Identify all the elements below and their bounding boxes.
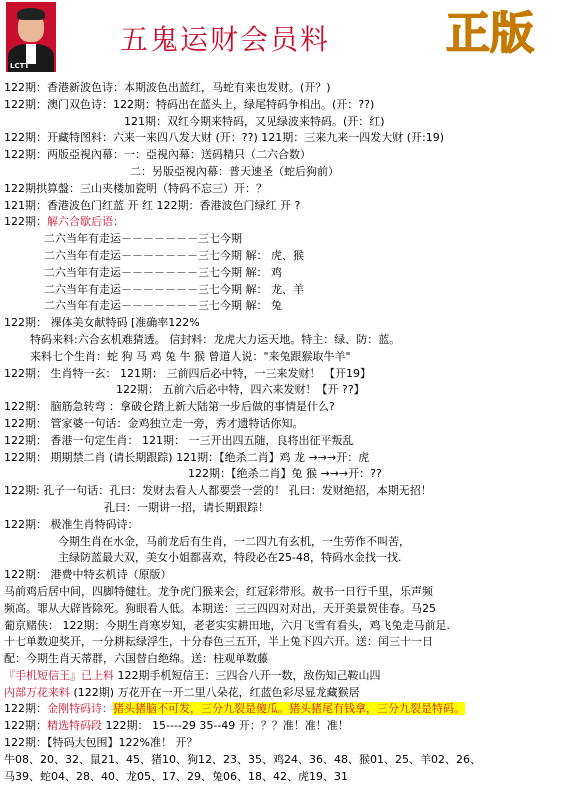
line-prefix: 122期： (4, 702, 47, 716)
forecast-line (4, 668, 564, 685)
highlight-text: 猪头猪尾有钱拿，三分九裂是特码。 (289, 702, 465, 716)
forecast-line: 122期：【绝杀二肖】兔 猴 →→→开：?? (188, 467, 382, 481)
forecast-line: 122期： 极准生肖特码诗： (4, 517, 139, 531)
forecast-line (4, 718, 564, 735)
line-prefix: 122期： (4, 215, 47, 229)
forecast-line: 121期：香港波色门红蓝 开 红 122期：香港波色门绿红 开 ? (4, 198, 301, 212)
forecast-line: 频高。罪从大辟皆除死。狗眼看人低。本期送：三三四四对对出，天开美景贺佳春。马25 (4, 601, 436, 615)
portrait-photo (6, 2, 56, 72)
page-header (0, 0, 566, 78)
line-text: 122期手机短信王：三四合八开一数，敌伤知己鞍山四 (114, 668, 381, 682)
forecast-line: 主绿防蓝最大双，美女小姐都喜欢，特段必在25-48，特码水金找一找. (58, 551, 402, 565)
forecast-line: 122期拱算盤：三山夹楼加瓷明（特码不忘三）开：？ (4, 181, 267, 195)
forecast-line: 二六当年有走运－－－－－－－三七今期 解： 鸡 (44, 265, 282, 279)
red-heading: 精选特码段 (47, 719, 102, 733)
forecast-line: 葡京赌侠： 122期：今期生肖寒岁知，老老实实耕田地，六月飞雪有看头，鸡飞兔走马前足. (4, 618, 450, 632)
forecast-line: 122期： 脑筋急转弯 ：拿破仑踏上新大陆第一步后做的事情是什么? (4, 400, 335, 414)
forecast-line: 今期生肖在水金，马前龙后有生肖，一二四九有玄机，一生劳作不叫苦， (58, 534, 410, 548)
page-title: 五鬼运财会员料 (120, 23, 331, 56)
forecast-line: 122期：开藏特图料：六来一来四八发大财 (开：??) 121期：三来九来一四发大财 (开:19) (4, 131, 445, 145)
forecast-list (4, 80, 564, 785)
forecast-line: 二：另版亞視內幕：普天速圣（蛇后狗前） (130, 164, 339, 178)
line-text: (122期) 万花开在一开二里八朵花，红蓝色彩尽显龙藏猴居 (70, 685, 360, 699)
forecast-line: 122期： 香港一句定生肖： 121期： 一三开出四五随，良将出征平叛乱 (4, 433, 354, 447)
forecast-line: 122期： 裸体美女献特码 [准确率122% (4, 316, 200, 330)
forecast-line: 牛08、20、32、鼠21、45、猪10、狗12、23、35、鸡24、36、48、猴01、25、羊02、26、 (4, 752, 481, 766)
line-text: 122期： 15----29 35--49 开：？？准！准！准！ (102, 719, 349, 733)
forecast-line: 122期: 孔子一句话：孔曰：发财去看人人都要尝一尝的！ 孔曰：发财绝招，本期无招！ (4, 484, 432, 498)
forecast-line: 122期： 五前六后必中特，四六来发财！【开 ??】 (116, 383, 365, 397)
forecast-line: 孔曰：一期讲一招，请长期跟踪！ (104, 500, 269, 514)
forecast-line: 122期： 生肖特一玄： 121期： 三前四后必中特，一三来发财！ 【开19】 (4, 366, 371, 380)
highlight-text: 猪头猪脑不可发，三分九裂是傻瓜。 (113, 702, 289, 716)
red-heading: 金刚特码诗： (47, 702, 113, 716)
forecast-line: 122期：两版亞視內幕：一：亞視內幕：送码精只（二六合数） (4, 148, 311, 162)
forecast-line: 122期：澳门双色诗：122期：特码出在蓝头上，绿尾特码争相出。(开：??) (4, 97, 375, 111)
forecast-line: 二六当年有走运－－－－－－－三七今期 解： 虎、猴 (44, 248, 304, 262)
forecast-line: 122期： 管家婆一句话：金鸡独立走一旁，秀才遗特话你知。 (4, 416, 304, 430)
forecast-line: 配：今期生肖天蒂群，六国替白绝绵。送：柱观单数藤 (4, 652, 268, 666)
forecast-line: 122期：【特码大包围】122%准！ 开？ (4, 736, 198, 750)
line-prefix: 122期： (4, 719, 47, 733)
red-heading: 『手机短信王』已上料 (4, 668, 114, 682)
forecast-line: 122期： 港费中特玄机诗（原版） (4, 568, 172, 582)
forecast-line: 特码来料:六合玄机难猜透。 信封料：龙虎大力运天地。特主：绿、防：蓝。 (30, 332, 401, 346)
forecast-line: 122期：香港新波色诗：本期波色出蓝红，马蛇有来也发财。(开？) (4, 81, 331, 94)
forecast-line (4, 685, 564, 702)
forecast-line: 二六当年有走运－－－－－－－三七今期 (44, 232, 242, 246)
forecast-line: 来料七个生肖：蛇 狗 马 鸡 兔 牛 猴 曾道人说："来兔跟猴取牛羊" (30, 349, 351, 363)
red-heading: 解六合歇后语： (47, 215, 124, 229)
forecast-line: 十七单数迎奖开，一分耕耘绿浮生，十分春色三五开，半上兔下四六开。送：闰三十一日 (4, 635, 433, 649)
forecast-line (4, 701, 564, 718)
forecast-line: 二六当年有走运－－－－－－－三七今期 解： 兔 (44, 299, 282, 313)
forecast-line: 马前鸡后居中间，四脚特健壮。龙争虎门猴来会，红冠彩带形。赦书一日行千里，乐声频 (4, 584, 433, 598)
logo-text: 正版 (446, 8, 534, 56)
forecast-line: 121期：双红今期来特码，又见绿波来特码。(开：红) (124, 114, 385, 128)
forecast-line: 二六当年有走运－－－－－－－三七今期 解： 龙、羊 (44, 282, 304, 296)
zhengban-logo (420, 4, 560, 56)
forecast-line (4, 214, 564, 231)
photo-caption: LCTT (10, 62, 30, 70)
forecast-line: 马39、蛇04、28、40、龙05、17、29、兔06、18、42、虎19、31 (4, 769, 348, 783)
red-heading: 内部万花来料 (4, 685, 70, 699)
forecast-line: 122期： 期期禁二肖 (请长期跟踪) 121期：【绝杀二肖】鸡 龙 →→→开：虎 (4, 450, 370, 464)
